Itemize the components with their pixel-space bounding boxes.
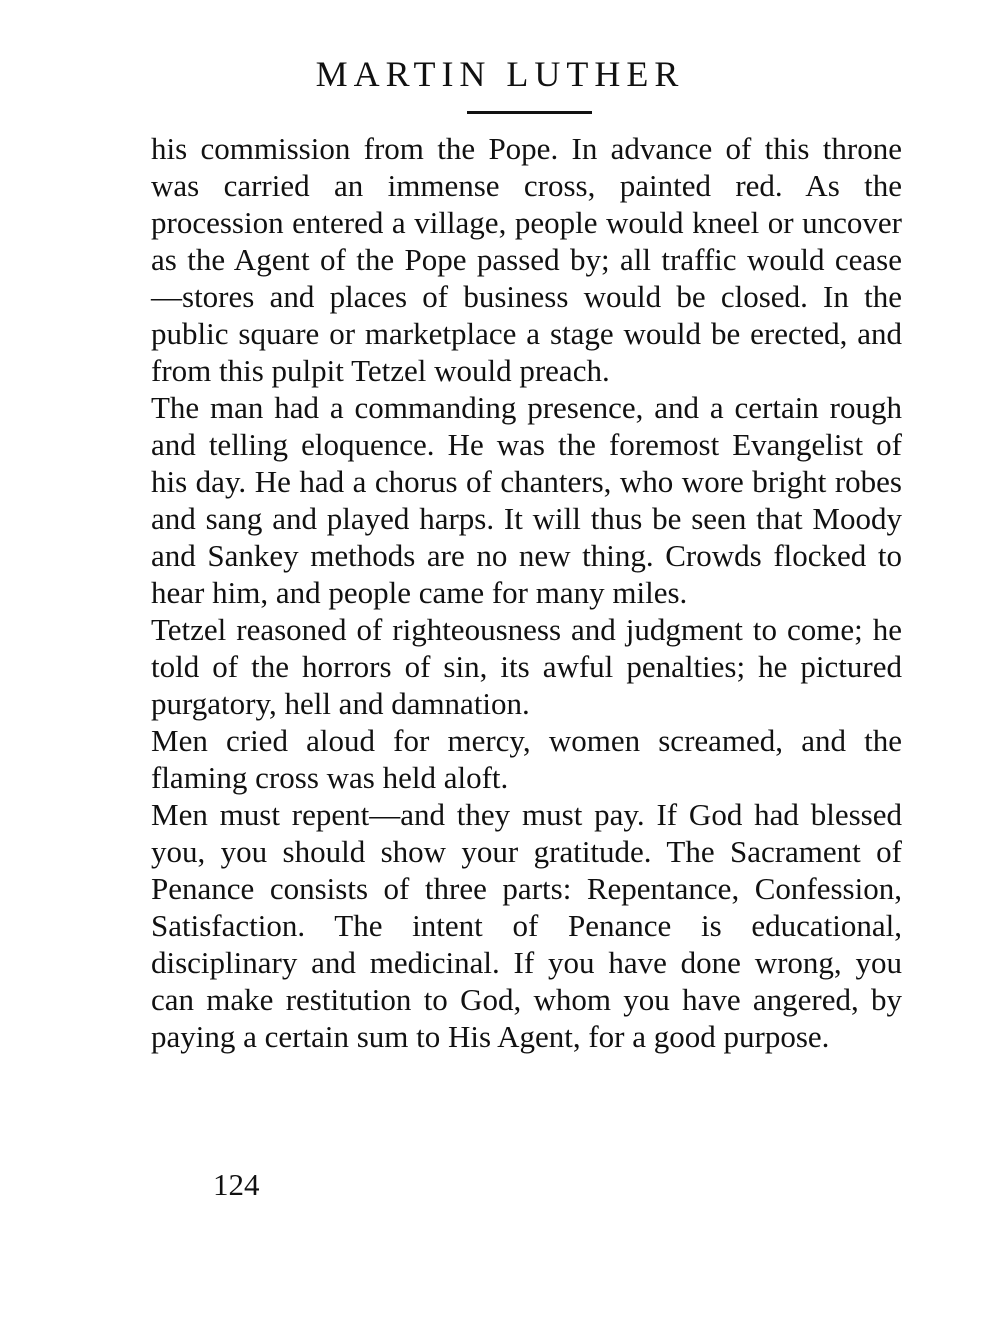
title-rule [467,111,592,114]
paragraph: The man had a commanding presence, and a certain rough and telling eloquence. He was the foremost Evangelist of his day. He had a chorus of chanters, who wore bright robes and sang and played harps. It will thus be seen that Moody and Sankey methods are no new thing. Crowds flocked to hear him, and people came for many miles. [151,390,902,610]
paragraph: his commission from the Pope. In advance of this throne was carried an immense cross, painted red. As the procession entered a village, people would kneel or uncover as the Agent of the Pope passed by; all traffic would cease—stores and places of business would be closed. In the public square or marketplace a stage would be erected, and from this pulpit Tetzel would preach. [151,131,902,388]
page-number: 124 [213,1167,260,1202]
paragraph: Men cried aloud for mercy, women screamed, and the flaming cross was held aloft. [151,723,902,795]
paragraph: Men must repent—and they must pay. If God had blessed you, you should show your gratitude. The Sacrament of Penance consists of three parts: Repentance, Confession, Satisfaction. The intent of Penance is educational, disciplinary and medicinal. If you have done wrong, you can make restitution to God, whom you have angered, by paying a certain sum to His Agent, for a good purpose. [151,797,902,1054]
running-title: MARTIN LUTHER [315,54,685,94]
paragraph: Tetzel reasoned of righteousness and judgment to come; he told of the horrors of sin, its awful penalties; he pictured purgatory, hell and damnation. [151,612,902,721]
body-text [151,130,902,1055]
